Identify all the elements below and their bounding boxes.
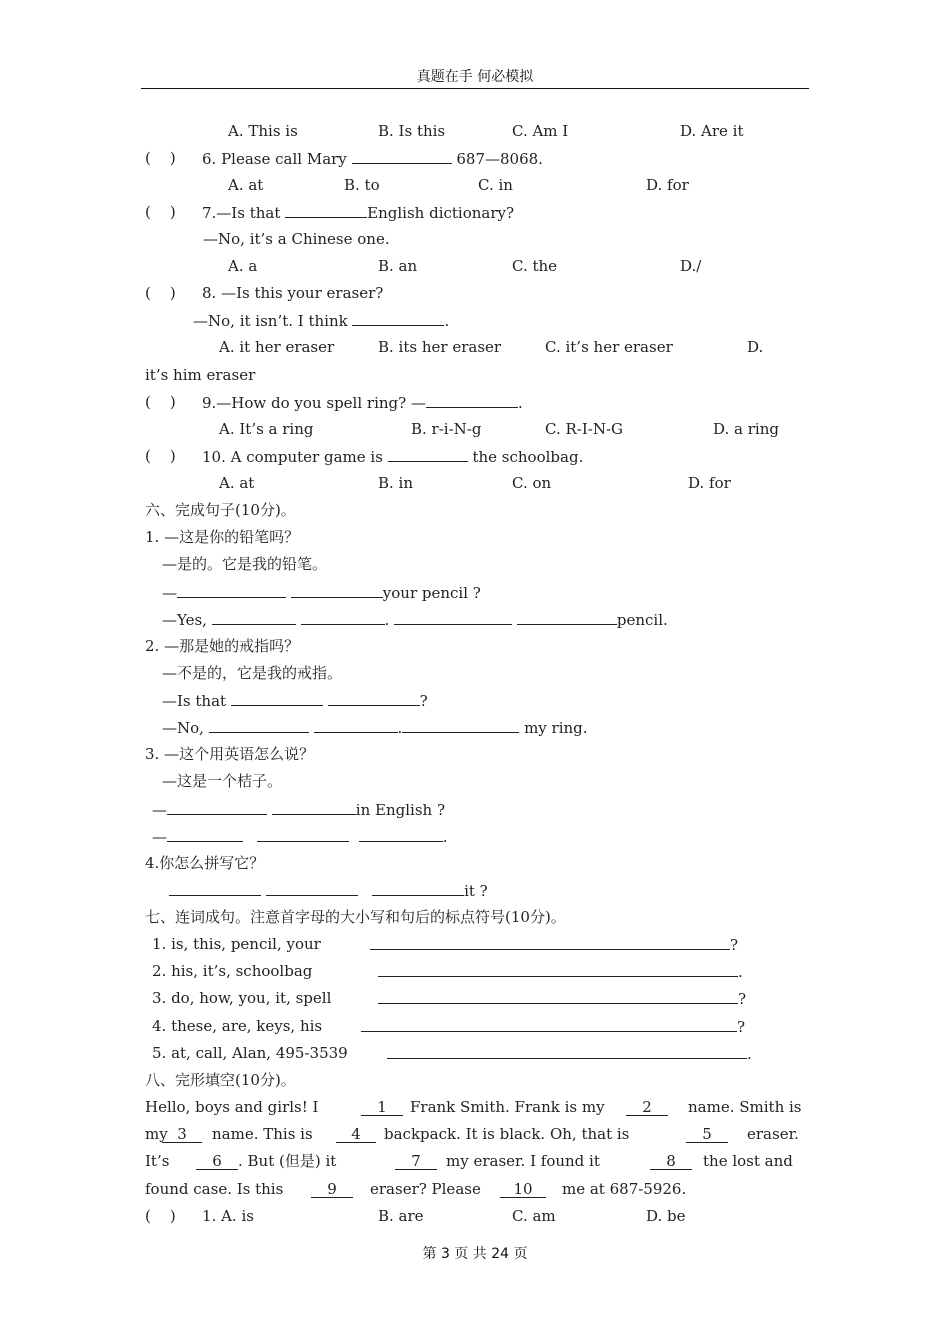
q10-opt-c: C. on xyxy=(512,474,552,492)
s6-item2-zh1-line xyxy=(0,636,300,656)
q7-answer-line xyxy=(0,229,390,249)
s7-item-4-words: 4. these, are, keys, his xyxy=(152,1017,323,1035)
s6-item4-en1-line xyxy=(0,880,488,900)
s7-item-4-answer xyxy=(361,1016,745,1037)
q10-options xyxy=(0,473,731,493)
s6-item2-blank1[interactable] xyxy=(231,690,323,706)
s6-item4-en1 xyxy=(169,880,488,901)
s7-item-3-blank[interactable] xyxy=(378,988,738,1004)
s8-q1-line xyxy=(0,1206,686,1226)
s8-line4-a: found case. Is this xyxy=(145,1180,284,1198)
s7-item-2 xyxy=(0,961,743,981)
s6-item4-blank2[interactable] xyxy=(266,880,358,896)
s6-item3-zh2: —这是一个桔子。 xyxy=(162,772,283,790)
s7-item-2-end: . xyxy=(738,963,743,981)
s6-item1-en2-period: . xyxy=(384,611,390,629)
section7-title: 七、连词成句。注意首字母的大小写和句后的标点符号(10分)。 xyxy=(145,908,566,926)
s8-blank-1-num: 1 xyxy=(361,1099,403,1116)
q7-line xyxy=(0,202,515,222)
s8-para-line-3 xyxy=(0,1151,793,1171)
s6-item2-en2-line xyxy=(0,717,588,737)
s7-item-4-blank[interactable] xyxy=(361,1016,737,1032)
s7-item-5-answer xyxy=(387,1043,752,1064)
s8-blank-10[interactable] xyxy=(500,1179,546,1199)
s8-blank-4[interactable] xyxy=(336,1124,376,1144)
q9-stem xyxy=(202,392,523,413)
q8-opt-d-line xyxy=(0,365,256,385)
q7-paren[interactable]: ( ) xyxy=(145,203,176,221)
s6-item2-en1-line xyxy=(0,690,428,710)
s8-line1-c: Frank Smith. Frank is my xyxy=(410,1098,605,1116)
q10-blank[interactable] xyxy=(388,446,468,462)
s6-item2-en2-end: my ring. xyxy=(524,719,588,737)
s6-item3-blank2[interactable] xyxy=(272,799,356,815)
q7-answer: —No, it’s a Chinese one. xyxy=(203,230,390,248)
s8-line1-a: Hello, boys and girls! I xyxy=(145,1098,319,1116)
s6-item1-en1 xyxy=(162,582,481,603)
q5-opt-d: D. Are it xyxy=(680,122,744,140)
s7-item-2-blank[interactable] xyxy=(378,961,738,977)
q7-text-b: English dictionary? xyxy=(367,204,515,222)
s8-q1-opt-c: C. am xyxy=(512,1207,556,1225)
s6-item1-zh1: 1. —这是你的铅笔吗？ xyxy=(145,528,300,546)
s6-item2-zh2-line xyxy=(0,663,343,683)
s8-blank-10-num: 10 xyxy=(500,1181,546,1198)
s6-item3-en1-line xyxy=(0,799,445,819)
s6-item2-blank5[interactable] xyxy=(402,717,519,733)
q6-opt-b: B. to xyxy=(344,176,380,194)
q5-opt-b: B. Is this xyxy=(378,122,446,140)
s6-item1-blank2[interactable] xyxy=(291,582,383,598)
q6-text-a: 6. Please call Mary xyxy=(202,150,347,168)
q8-opt-d-text: it’s him eraser xyxy=(145,366,256,384)
s7-item-4-end: ? xyxy=(737,1018,746,1036)
s6-item1-zh2: —是的。它是我的铅笔。 xyxy=(162,555,328,573)
s6-item4-blank1[interactable] xyxy=(169,880,261,896)
q8-answer-end: . xyxy=(444,312,450,330)
q6-options xyxy=(0,175,689,195)
q6-paren[interactable]: ( ) xyxy=(145,149,176,167)
q9-text-b: . xyxy=(517,394,523,412)
q5-options xyxy=(0,121,744,141)
q7-opt-b: B. an xyxy=(378,257,418,275)
s6-item3-blank5[interactable] xyxy=(359,826,443,842)
s7-item-5-end: . xyxy=(747,1045,752,1063)
q10-opt-a: A. at xyxy=(219,474,255,492)
s8-blank-2-num: 2 xyxy=(626,1099,668,1116)
s6-item2-blank2[interactable] xyxy=(328,690,420,706)
q8-opt-b: B. its her eraser xyxy=(378,338,502,356)
s6-item3-en2-dash: — xyxy=(152,828,167,846)
q6-line xyxy=(0,148,543,168)
s7-item-1-blank[interactable] xyxy=(370,934,730,950)
q6-opt-d: D. for xyxy=(646,176,689,194)
q7-opt-d: D./ xyxy=(680,257,702,275)
s6-item1-en1-line xyxy=(0,582,481,602)
s8-blank-6[interactable] xyxy=(196,1151,238,1171)
q10-opt-d: D. for xyxy=(688,474,731,492)
s8-blank-3[interactable] xyxy=(162,1124,202,1144)
s6-item4-zh1: 4.你怎么拼写它？ xyxy=(145,854,265,872)
q6-text-b: 687—8068. xyxy=(456,150,543,168)
s6-item2-zh1: 2. —那是她的戒指吗？ xyxy=(145,637,300,655)
s8-blank-1[interactable] xyxy=(361,1097,403,1117)
q9-options xyxy=(0,419,779,439)
q9-blank[interactable] xyxy=(426,392,518,408)
q10-paren[interactable]: ( ) xyxy=(145,447,176,465)
s6-item1-blank1[interactable] xyxy=(177,582,286,598)
header-rule xyxy=(141,88,809,89)
q6-opt-c: C. in xyxy=(478,176,513,194)
q10-text-b: the schoolbag. xyxy=(472,448,584,466)
q5-opt-a: A. This is xyxy=(228,122,298,140)
s7-item-1-words: 1. is, this, pencil, your xyxy=(152,935,321,953)
q8-opt-c: C. it’s her eraser xyxy=(545,338,673,356)
s6-item3-en1 xyxy=(152,799,445,820)
s7-item-3-words: 3. do, how, you, it, spell xyxy=(152,989,332,1007)
s8-q1-opt-b: B. are xyxy=(378,1207,424,1225)
s6-item1-en2-yes: —Yes, xyxy=(162,611,207,629)
s7-item-4 xyxy=(0,1016,746,1036)
q10-stem xyxy=(202,446,583,467)
q8-opt-a: A. it her eraser xyxy=(219,338,335,356)
s8-blank-2[interactable] xyxy=(626,1097,668,1117)
s7-item-2-answer xyxy=(378,961,743,982)
s6-item4-blank3[interactable] xyxy=(372,880,464,896)
s8-line4-d: me at 687-5926. xyxy=(562,1180,687,1198)
q7-options xyxy=(0,256,702,276)
s7-item-1-answer xyxy=(370,934,738,955)
q8-opt-d-label: D. xyxy=(747,338,764,356)
section8-title: 八、完形填空(10分)。 xyxy=(145,1071,296,1089)
s7-item-5-blank[interactable] xyxy=(387,1043,747,1059)
q8-blank[interactable] xyxy=(352,310,444,326)
q7-blank[interactable] xyxy=(285,202,367,218)
s8-q1-opt-d: D. be xyxy=(646,1207,686,1225)
s8-q1-opt-a: 1. A. is xyxy=(202,1207,254,1225)
s6-item3-zh2-line xyxy=(0,771,283,791)
q8-question: 8. —Is this your eraser? xyxy=(202,284,384,302)
q9-opt-a: A. It’s a ring xyxy=(219,420,314,438)
s6-item1-blank4[interactable] xyxy=(301,609,385,625)
s8-blank-8-num: 8 xyxy=(650,1153,692,1170)
s6-item3-blank3[interactable] xyxy=(167,826,243,842)
q10-opt-b: B. in xyxy=(378,474,414,492)
s6-item2-en1-q: ? xyxy=(419,692,428,710)
s6-item2-en2-no: —No, xyxy=(162,719,204,737)
q9-line xyxy=(0,392,523,412)
q9-opt-b: B. r-i-N-g xyxy=(411,420,482,438)
s8-blank-3-num: 3 xyxy=(162,1126,202,1143)
s8-blank-5[interactable] xyxy=(686,1124,728,1144)
s6-item2-en1-text: —Is that xyxy=(162,692,227,710)
s6-item3-en1-text: in English ? xyxy=(355,801,445,819)
s6-item3-en2-line xyxy=(0,826,448,846)
section6-title-line xyxy=(0,500,296,520)
s6-item2-en2 xyxy=(162,717,588,738)
s8-blank-8[interactable] xyxy=(650,1151,692,1171)
s6-item1-blank5[interactable] xyxy=(394,609,512,625)
s8-line3-e: the lost and xyxy=(703,1152,793,1170)
q9-opt-c: C. R-I-N-G xyxy=(545,420,624,438)
s7-item-5 xyxy=(0,1043,752,1063)
s6-item3-zh1-line xyxy=(0,744,315,764)
s8-blank-9-num: 9 xyxy=(311,1181,353,1198)
q6-blank[interactable] xyxy=(352,148,452,164)
q8-paren[interactable]: ( ) xyxy=(145,284,176,302)
s8-line2-a: my xyxy=(145,1125,168,1143)
s6-item1-en1-dash: — xyxy=(162,584,177,602)
s6-item4-zh1-line xyxy=(0,853,265,873)
q8-answer-line xyxy=(0,310,450,330)
s6-item2-zh2: —不是的，它是我的戒指。 xyxy=(162,664,343,682)
s8-line2-e: eraser. xyxy=(747,1125,799,1143)
s6-item3-en2-period: . xyxy=(442,828,448,846)
q7-opt-c: C. the xyxy=(512,257,558,275)
page-header-title: 真题在手 何必模拟 xyxy=(416,69,534,85)
q6-opt-a: A. at xyxy=(228,176,264,194)
s8-line4-c: eraser? Please xyxy=(370,1180,481,1198)
section7-title-line xyxy=(0,907,566,927)
q9-text-a: 9.—How do you spell ring? — xyxy=(202,394,426,412)
s8-line2-d: backpack. It is black. Oh, that is xyxy=(384,1125,630,1143)
s8-line3-d: my eraser. I found it xyxy=(446,1152,600,1170)
s8-blank-5-num: 5 xyxy=(686,1126,728,1143)
q6-stem xyxy=(202,148,543,169)
q8-answer-text: —No, it isn’t. I think xyxy=(193,312,348,330)
s6-item1-en1-text: your pencil ? xyxy=(382,584,481,602)
s8-blank-7[interactable] xyxy=(395,1151,437,1171)
s6-item2-blank4[interactable] xyxy=(314,717,398,733)
s8-blank-4-num: 4 xyxy=(336,1126,376,1143)
q10-text-a: 10. A computer game is xyxy=(202,448,383,466)
section6-title: 六、完成句子(10分)。 xyxy=(145,501,296,519)
s8-line2-c: name. This is xyxy=(212,1125,313,1143)
s7-item-1-end: ? xyxy=(730,936,739,954)
q7-stem xyxy=(202,202,514,223)
s6-item2-en1 xyxy=(162,690,428,711)
s6-item1-blank3[interactable] xyxy=(212,609,296,625)
q8-options xyxy=(0,337,764,357)
s8-line3-a: It’s xyxy=(145,1152,170,1170)
s7-item-3-end: ? xyxy=(738,990,747,1008)
q9-opt-d: D. a ring xyxy=(713,420,779,438)
s6-item3-en1-dash: — xyxy=(152,801,167,819)
s6-item1-en2-end: pencil. xyxy=(616,611,668,629)
s8-para-line-4 xyxy=(0,1179,687,1199)
s7-item-5-words: 5. at, call, Alan, 495-3539 xyxy=(152,1044,348,1062)
s8-line3-c: . But (但是) it xyxy=(238,1152,337,1170)
s6-item1-zh1-line xyxy=(0,527,300,547)
s7-item-2-words: 2. his, it’s, schoolbag xyxy=(152,962,313,980)
s6-item1-blank6[interactable] xyxy=(517,609,617,625)
s6-item1-en2 xyxy=(162,609,668,630)
q8-answer xyxy=(193,310,449,331)
section8-title-line xyxy=(0,1070,296,1090)
s6-item4-en1-text: it ? xyxy=(464,882,488,900)
s7-item-3 xyxy=(0,988,747,1008)
q5-opt-c: C. Am I xyxy=(512,122,569,140)
q9-paren[interactable]: ( ) xyxy=(145,393,176,411)
s8-para-line-2 xyxy=(0,1124,799,1144)
s6-item3-blank4[interactable] xyxy=(257,826,349,842)
q7-opt-a: A. a xyxy=(228,257,258,275)
s6-item3-en2 xyxy=(152,826,448,847)
s6-item2-en2-period: . xyxy=(397,719,403,737)
page-footer: 第 3 页 共 24 页 xyxy=(422,1246,528,1262)
s6-item2-blank3[interactable] xyxy=(209,717,309,733)
s8-blank-7-num: 7 xyxy=(395,1153,437,1170)
s6-item3-blank1[interactable] xyxy=(167,799,267,815)
s6-item3-zh1: 3. —这个用英语怎么说？ xyxy=(145,745,315,763)
q7-text-a: 7.—Is that xyxy=(202,204,281,222)
s8-blank-6-num: 6 xyxy=(196,1153,238,1170)
s7-item-1 xyxy=(0,934,739,954)
q10-line xyxy=(0,446,584,466)
s6-item1-zh2-line xyxy=(0,554,328,574)
s8-para-line-1 xyxy=(0,1097,802,1117)
q8-line xyxy=(0,283,384,303)
s8-blank-9[interactable] xyxy=(311,1179,353,1199)
s6-item1-en2-line xyxy=(0,609,668,629)
s8-q1-paren[interactable]: ( ) xyxy=(145,1207,176,1225)
s7-item-3-answer xyxy=(378,988,746,1009)
s8-line1-d: name. Smith is xyxy=(688,1098,802,1116)
